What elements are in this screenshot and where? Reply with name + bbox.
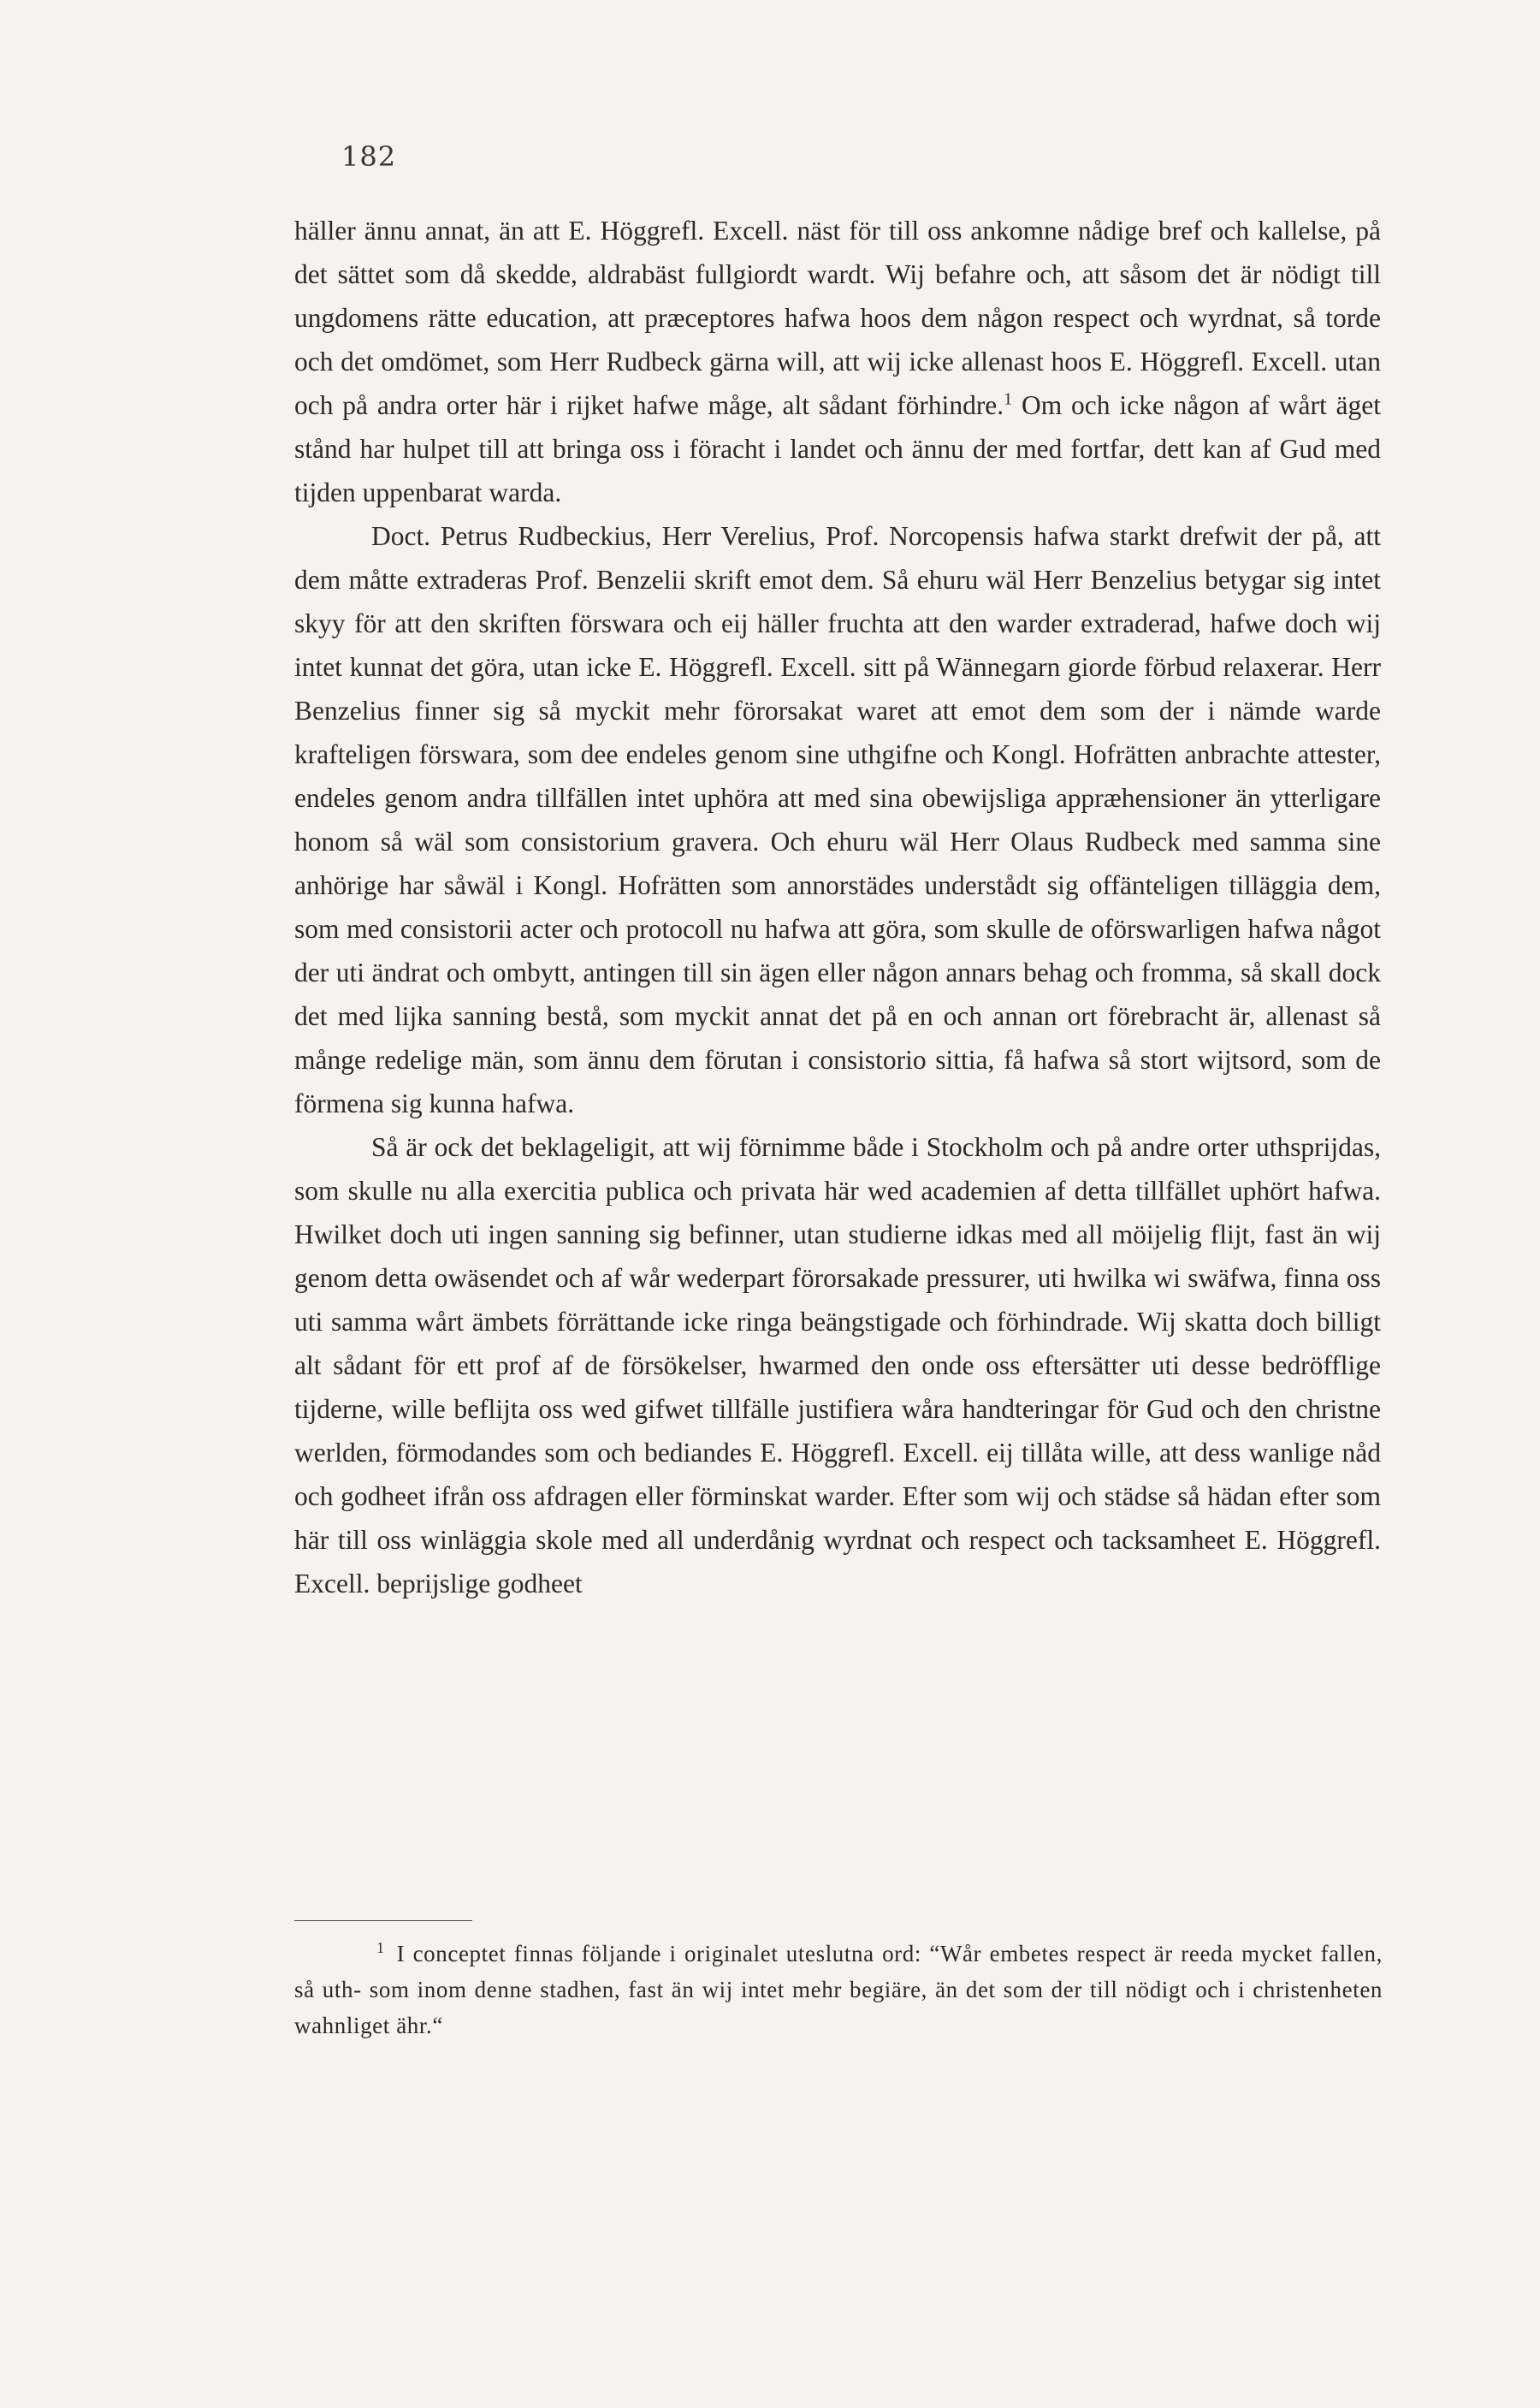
page-number: 182 [341, 140, 397, 173]
paragraph-1 [294, 209, 1381, 514]
paragraph-3: Så är ock det beklageligit, att wij förnimme både i Stockholm och på andre orter uthsprijdas, som skulle nu alla exercitia publica och privata här wed academien af detta tillfället uphört hafwa. Hwilket doch uti ingen sanning sig befinner, utan studierne idkas med all möijelig flijt, fast än wij genom detta owäsendet och af wår wederpart förorsakade pressurer, uti hwilka wi swäfwa, finna oss uti samma wårt ämbets förrättande icke ringa beängstigade och förhindrade. Wij skatta doch billigt alt sådant för ett prof af de försökelser, hwarmed den onde oss eftersätter uti desse bedröfflige tijderne, wille beflijta oss wed gifwet tillfälle justifiera wåra handteringar för Gud och den christne werlden, förmodandes som och bediandes E. Höggrefl. Excell. eij tillåta wille, att dess wanlige nåd och godheet ifrån oss afdragen eller förminskat warder. Efter som wij och städse så hädan efter som här till oss winläggia skole med all underdånig wyrdnat och respect och tacksamheet E. Höggrefl. Excell. beprijslige godheet [294, 1132, 1381, 1598]
footnote: 1 I conceptet finnas följande i originalet uteslutna ord: “Wår embetes respect är reeda mycket fallen, så uth- som inom denne stadhen, fast än wij intet mehr begiäre, än det som der till nödigt och i christenheten wahnliget ähr.“ [294, 1939, 1383, 2038]
footnote-reference: 1 [1004, 389, 1013, 409]
footnote-text: I conceptet finnas följande i originalet uteslutna ord: “Wår embetes respect är reeda mycket fallen, så uth- som inom denne stadhen, fast än wij intet mehr begiäre, än det som der till nödigt och i christenheten wahnliget ähr.“ [294, 1941, 1383, 2038]
footnote-divider [294, 1920, 472, 1921]
paragraph-1-continuation: Om och icke någon af wårt äget stånd har hulpet till att bringa oss i föracht i landet och ännu der med fortfar, dett kan af Gud med tijden uppenbarat warda. [294, 390, 1381, 507]
paragraph-1-text: häller ännu annat, än att E. Höggrefl. Excell. näst för till oss ankomne nådige bref och kallelse, på det sättet som då skedde, aldrabäst fullgiordt wardt. Wij befahre och, att såsom det är nödigt till ungdomens rätte education, att præceptores hafwa hoos dem någon respect och wyrdnat, så torde och det omdömet, som Herr Rudbeck gärna will, att wij icke allenast hoos E. Höggrefl. Excell. utan och på andra orter här i rijket hafwe måge, alt sådant förhindre. [294, 216, 1381, 420]
body-text [294, 209, 1381, 1605]
paragraph-2: Doct. Petrus Rudbeckius, Herr Verelius, Prof. Norcopensis hafwa starkt drefwit der på, att dem måtte extraderas Prof. Benzelii skrift emot dem. Så ehuru wäl Herr Benzelius betygar sig intet skyy för att den skriften förswara och eij häller fruchta att den warder extraderad, hafwe doch wij intet kunnat det göra, utan icke E. Höggrefl. Excell. sitt på Wännegarn giorde förbud relaxerar. Herr Benzelius finner sig så myckit mehr förorsakat waret att emot dem som der i nämde warde krafteligen förswara, som dee endeles genom sine uthgifne och Kongl. Hofrätten anbrachte attester, endeles genom andra tillfällen intet uphöra att med sina obewijsliga appræhensioner än ytterligare honom så wäl som consistorium gravera. Och ehuru wäl Herr Olaus Rudbeck med samma sine anhörige har såwäl i Kongl. Hofrätten som annorstädes understådt sig offänteligen tilläggia dem, som med consistorii acter och protocoll nu hafwa att göra, som skulle de oförswarligen hafwa något der uti ändrat och ombytt, antingen till sin ägen eller någon annars behag och fromma, så skall dock det med lijka sanning bestå, som myckit annat det på en och annan ort förebracht är, allenast så månge redelige män, som ännu dem förutan i consistorio sittia, få hafwa så stort wijtsord, som de förmena sig kunna hafwa. [294, 521, 1381, 1118]
